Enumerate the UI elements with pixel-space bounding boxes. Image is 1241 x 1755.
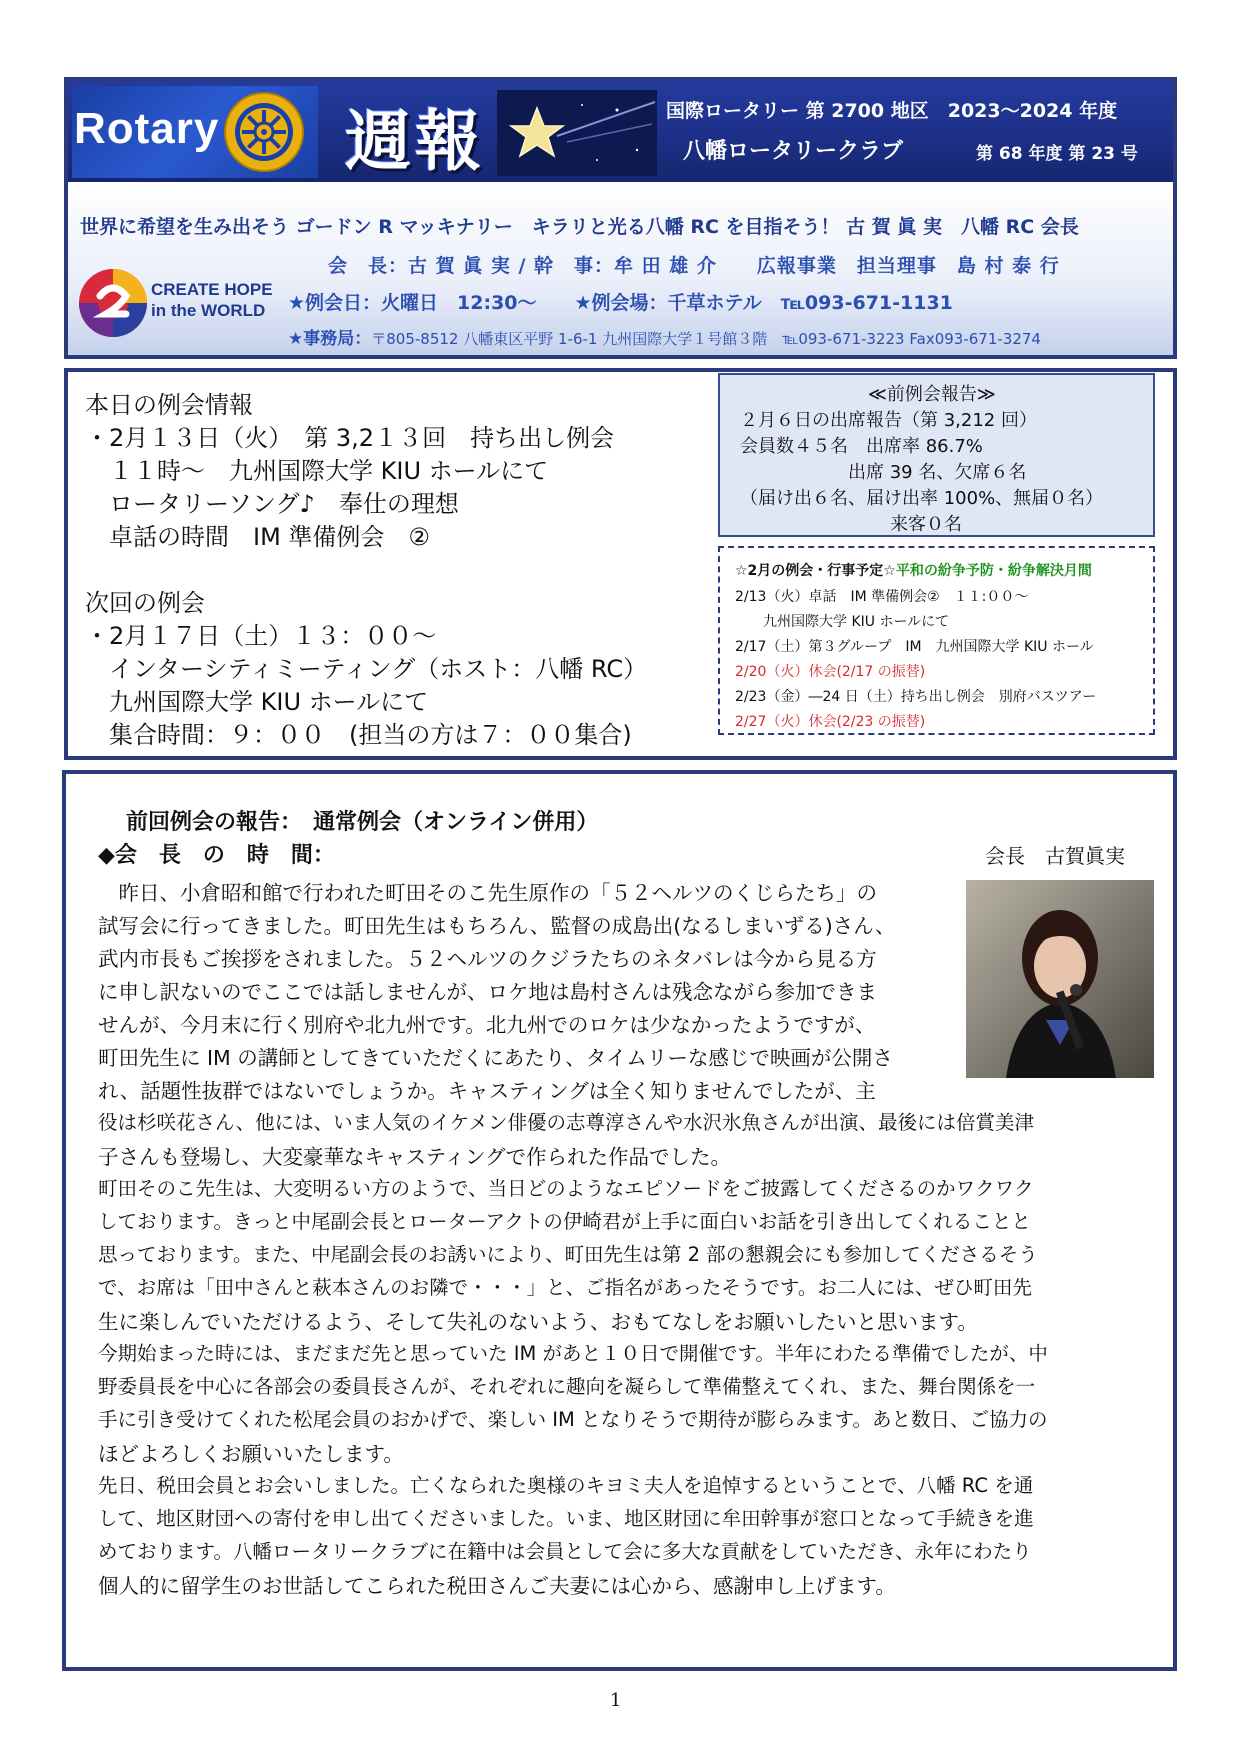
today-line: １１時～ 九州国際大学 KIU ホールにて	[85, 457, 549, 485]
report-text-line: 試写会に行ってきました。町田先生はもちろん、監督の成島出(なるしまいずる)さん、	[98, 914, 896, 938]
report-text-line: 生に楽しんでいただけるよう、そして失礼のないよう、おもてなしをお願いしたいと思います。	[98, 1310, 978, 1334]
shooting-star-icon	[497, 90, 657, 176]
newsletter-title: 週報	[345, 103, 485, 180]
schedule-item: 九州国際大学 KIU ホールにて	[735, 614, 950, 630]
report-text-line: 個人的に留学生のお世話してこられた税田さんご夫妻には心から、感謝申し上げます。	[98, 1574, 896, 1598]
annual-theme: 世界に希望を生み出そう ゴードン R マッキナリー キラリと光る八幡 RC を目指そう！ 古 賀 眞 実 八幡 RC 会長	[80, 216, 1079, 238]
create-hope-text: CREATE HOPE	[151, 280, 273, 299]
schedule-item: 2/23（金）―24 日（土）持ち出し例会 別府バスツアー	[735, 689, 1097, 705]
meeting-info: ★例会日：火曜日 12:30～ ★例会場：千草ホテル ℡093-671-1131	[288, 292, 953, 314]
office-address: 〒805-8512 八幡東区平野 1-6-1 九州国際大学１号館３階 ℡093-671-3223 Fax093-671-3274	[371, 330, 1041, 348]
report-text-line: 町田そのこ先生は、大変明るい方のようで、当日どのようなエピソードをご披露してくださるのかワクワク	[98, 1177, 1034, 1200]
page-number: 1	[610, 1690, 622, 1711]
schedule-item-holiday: 2/27（火）休会(2/23 の振替)	[735, 714, 926, 730]
report-text-line: しております。きっと中尾副会長とローターアクトの伊崎君が上手に面白いお話を引き出してくれることと	[98, 1210, 1031, 1233]
rotary-wheel-icon	[223, 91, 305, 173]
next-line: 集合時間：９：００ (担当の方は７：００集合)	[85, 721, 632, 749]
report-text-line: 子さんも登場し、大変豪華なキャスティングで作られた作品でした。	[98, 1145, 732, 1169]
district-info: 国際ロータリー 第 2700 地区 2023～2024 年度	[666, 100, 1118, 122]
schedule-heading	[735, 560, 1092, 580]
report-text-line: めております。八幡ロータリークラブに在籍中は会員として会に多大な貢献をしていただき、永年にわたり	[98, 1540, 1032, 1563]
next-line: 九州国際大学 KIU ホールにて	[85, 688, 429, 716]
next-line: ・2月１７日（土）１３：００～	[85, 622, 437, 650]
speaker-name: 会長 古賀眞実	[985, 844, 1125, 868]
next-line: インターシティミーティング（ホスト：八幡 RC）	[85, 655, 648, 683]
office-info	[288, 324, 1041, 349]
issue-number: 第 68 年度 第 23 号	[976, 144, 1138, 164]
report-text-line: 野委員長を中心に各部会の委員長さんが、それぞれに趣向を凝らして準備整えてくれ、また、舞台関係を一	[98, 1375, 1036, 1398]
rotary-wordmark: Rotary	[74, 104, 220, 153]
report-text-line: れ、話題性抜群ではないでしょうか。キャスティングは全く知りませんでしたが、主	[98, 1079, 876, 1103]
create-hope-logo-icon	[76, 262, 150, 344]
schedule-title: ☆2月の例会・行事予定☆	[735, 563, 896, 579]
schedule-theme: 平和の紛争予防・紛争解決月間	[895, 563, 1092, 579]
report-text-line: に申し訳ないのでここでは話しませんが、ロケ地は島村さんは残念ながら参加できま	[98, 980, 877, 1004]
report-text-line: 役は杉咲花さん、他には、いま人気のイケメン俳優の志尊淳さんや水沢氷魚さんが出演、最後には倍賞美津	[98, 1111, 1035, 1134]
report-text-line: せんが、今月末に行く別府や北九州です。北九州でのロケは少なかったようですが、	[98, 1013, 876, 1037]
schedule-item: 2/13（火）卓話 IM 準備例会② １１:００～	[735, 589, 1029, 605]
previous-report-line: （届け出６名、届け出率 100%、無届０名）	[740, 488, 1104, 509]
previous-report-line: ２月６日の出席報告（第 3,212 回）	[740, 410, 1037, 431]
report-text-line: 先日、税田会員とお会いしました。亡くなられた奥様のキヨミ夫人を追悼するということで、八幡 RC を通	[98, 1474, 1034, 1497]
report-text-line: 手に引き受けてくれた松尾会員のおかげで、楽しい IM となりそうで期待が膨らみます。あと数日、ご協力の	[98, 1408, 1048, 1431]
previous-report-line: 会員数４５名 出席率 86.7%	[740, 436, 983, 457]
previous-report-line: 出席 39 名、欠席６名	[740, 462, 1027, 483]
report-text-line: 武内市長もご挨拶をされました。５２ヘルツのクジラたちのネタバレは今から見る方	[98, 947, 877, 971]
report-heading: 前回例会の報告： 通常例会（オンライン併用）	[126, 810, 599, 835]
report-text-line: 今期始まった時には、まだまだ先と思っていた IM があと１０日で開催です。半年にわたる準備でしたが、中	[98, 1342, 1048, 1365]
report-text-line: ほどよろしくお願いいたします。	[98, 1442, 404, 1466]
president-time-heading: ◆会 長 の 時 間：	[98, 843, 335, 868]
today-line: 卓話の時間 IM 準備例会 ②	[85, 523, 430, 551]
today-line: ・2月１３日（火） 第 3,2１３回 持ち出し例会	[85, 424, 615, 452]
today-line: ロータリーソング♪ 奉仕の理想	[85, 490, 459, 518]
schedule-item-holiday: 2/20（火）休会(2/17 の振替)	[735, 664, 926, 680]
report-text-line: 町田先生に IM の講師としてきていただくにあたり、タイムリーな感じで映画が公開さ	[98, 1046, 893, 1070]
club-name: 八幡ロータリークラブ	[683, 139, 904, 164]
in-the-world-text: in the WORLD	[151, 301, 266, 320]
report-text-line: 昨日、小倉昭和館で行われた町田そのこ先生原作の「５２ヘルツのくじらたち」の	[98, 881, 877, 905]
previous-report-heading: ≪前例会報告≫	[868, 384, 996, 405]
today-heading: 本日の例会情報	[85, 391, 253, 419]
next-heading: 次回の例会	[85, 589, 205, 617]
previous-report-line: 来客０名	[890, 514, 962, 535]
officers-line: 会 長：古 賀 眞 実 / 幹 事：牟 田 雄 介 広報事業 担当理事 島 村 泰 行	[328, 255, 1060, 277]
office-label: ★事務局：	[288, 329, 372, 349]
report-text-line: して、地区財団への寄付を申し出てくださいました。いま、地区財団に牟田幹事が窓口となって手続きを進	[98, 1507, 1034, 1530]
schedule-item: 2/17（土）第３グループ IM 九州国際大学 KIU ホール	[735, 639, 1094, 655]
report-text-line: で、お席は「田中さんと萩本さんのお隣で・・・」と、ご指名があったそうです。お二人には、ぜひ町田先	[98, 1276, 1032, 1299]
report-text-line: 思っております。また、中尾副会長のお誘いにより、町田先生は第 2 部の懇親会にも参加してくださるそう	[98, 1243, 1038, 1266]
president-photo	[966, 880, 1154, 1078]
